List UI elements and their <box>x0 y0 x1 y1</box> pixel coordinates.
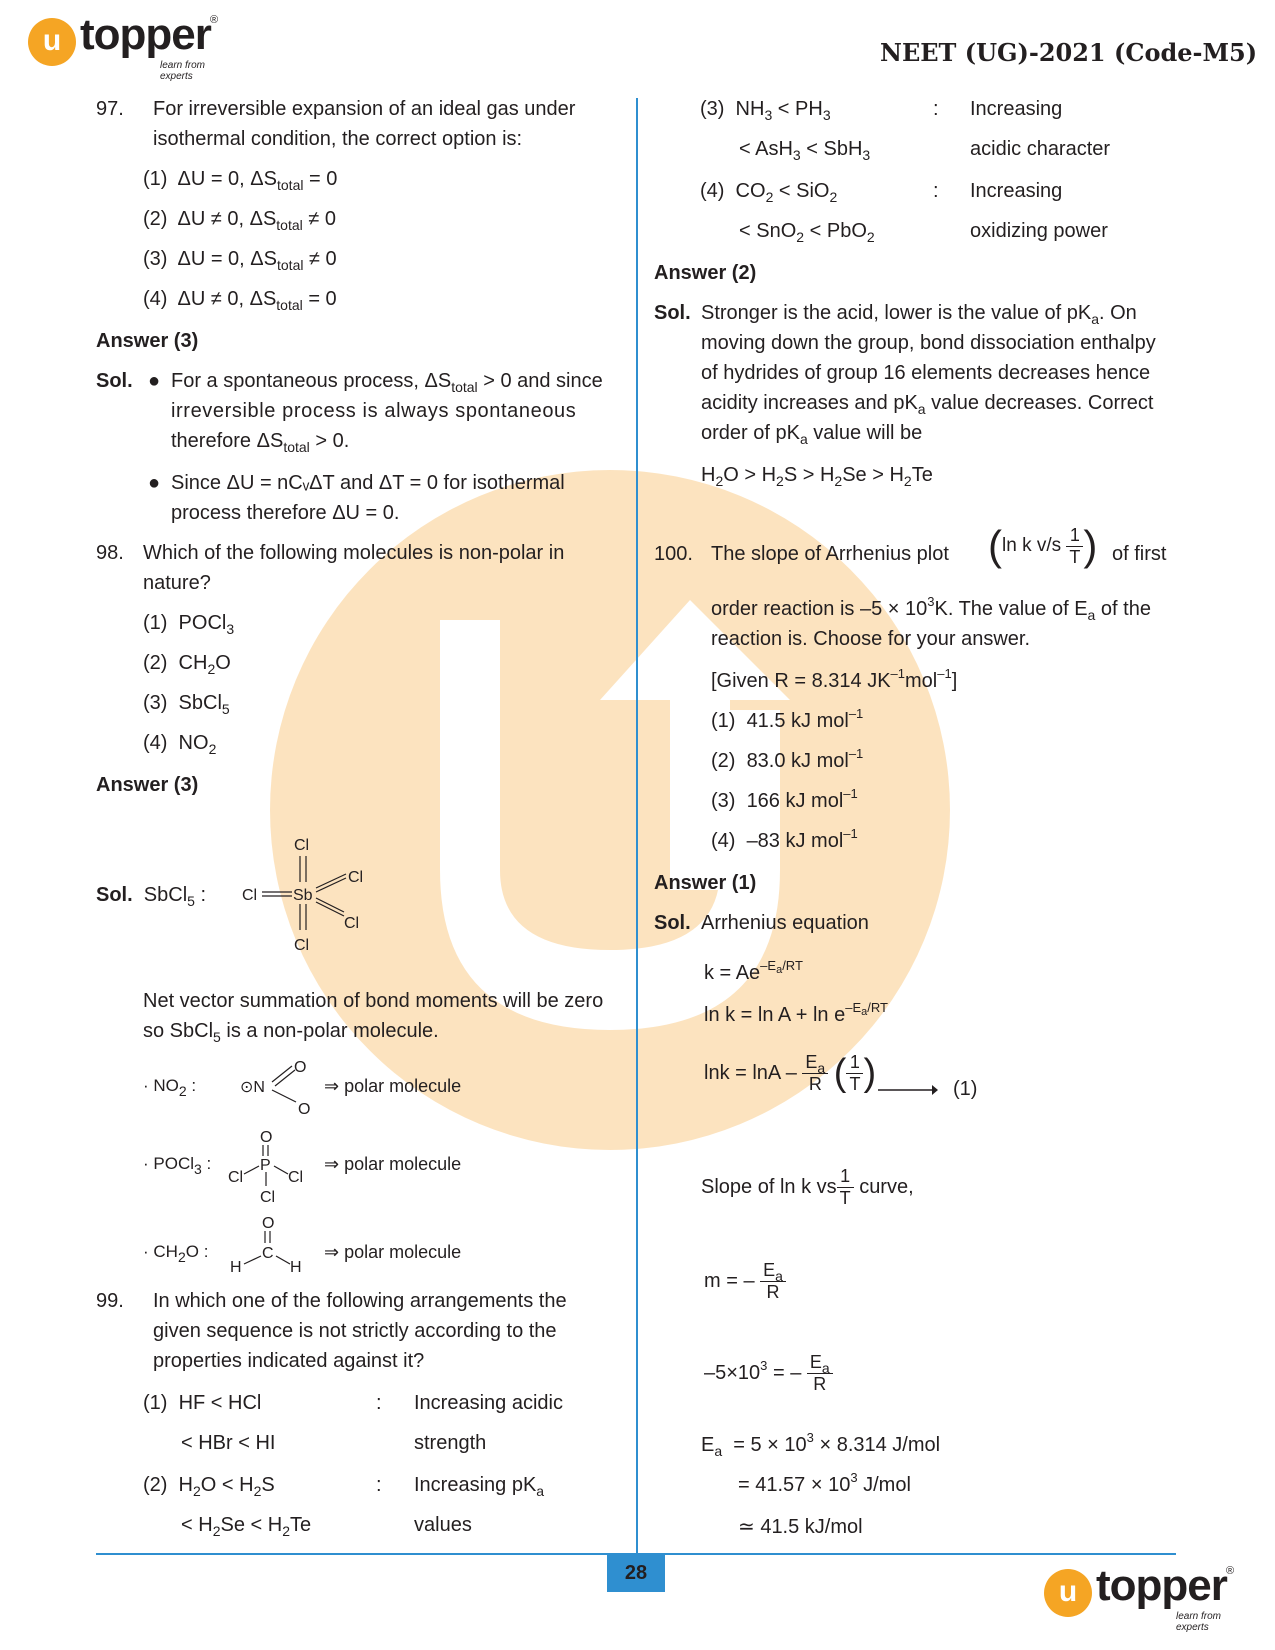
logo-tagline: learn from experts <box>160 60 206 82</box>
q97-option-1: (1) ΔU = 0, $\Delta S_{total} = 0$ <box>143 168 338 193</box>
no2-label: · $NO_2$ : <box>143 1076 197 1099</box>
q100-option-2: (2) 83.0 kJ mol$^{-1}$ <box>711 746 864 772</box>
q99-opt4-prop-b: oxidizing power <box>970 220 1108 242</box>
q100-answer: Answer (1) <box>654 872 757 894</box>
svg-text:H: H <box>230 1259 242 1276</box>
svg-text:Sb: Sb <box>293 887 313 904</box>
svg-text:Cl: Cl <box>344 915 360 932</box>
linear-eq: lnk = lnA – $\frac{E_a}{R}$ ( $\frac{1}{T}$ ) <box>704 1052 877 1094</box>
q99-opt1-prop-a: Increasing acidic <box>414 1392 563 1414</box>
q99-opt2-prop-b: values <box>414 1514 472 1536</box>
q97-sol-label: Sol. <box>96 370 133 392</box>
arrhenius-eq: $k = Ae^{-E_a/RT}$ <box>704 958 803 984</box>
svg-text:Cl: Cl <box>288 1169 304 1186</box>
q97-sol-b2-l1: Since ΔU = nCᵥΔT and ΔT = 0 for isothermal <box>171 472 565 494</box>
pocl3-structure <box>226 1126 316 1204</box>
q99-colon: : <box>933 180 939 202</box>
q97-sol-b1-l1: For a spontaneous process, $\Delta S_{total} > 0$ and since <box>171 370 603 395</box>
q99-opt4-prop-a: Increasing <box>970 180 1063 202</box>
svg-text:Cl: Cl <box>348 869 364 886</box>
q99-number: 99. <box>96 1290 124 1312</box>
topper-logo: u topper ® learn from experts <box>28 14 228 76</box>
svg-text:C: C <box>262 1245 274 1262</box>
q99-opt3-prop-a: Increasing <box>970 98 1063 120</box>
q100-option-3: (3) 166 kJ mol$^{-1}$ <box>711 786 858 812</box>
q99-sol-2: moving down the group, bond dissociation enthalpy <box>701 332 1156 354</box>
eq-ref: (1) <box>953 1078 978 1100</box>
bullet-icon: ● <box>148 370 161 392</box>
logo-tagline: learn from experts <box>1176 1611 1222 1633</box>
q99-opt3-a: (3) $NH_3 < PH_3$ <box>700 98 831 123</box>
q100-sol-title: Arrhenius equation <box>701 912 869 934</box>
q97-text-1: For irreversible expansion of an ideal gas under <box>153 98 576 120</box>
q99-opt3-b: < AsH$_3$ < SbH$_3$ <box>739 138 871 163</box>
logo-text: topper <box>1096 1561 1227 1610</box>
q100-number: 100. <box>654 543 693 565</box>
q97-sol-b1-l3: therefore $\Delta S_{total} > 0$. <box>171 430 350 455</box>
slope-eq: m = – $\frac{E_a}{R}$ <box>704 1260 786 1303</box>
q100-text-1a: The slope of Arrhenius plot <box>711 543 949 565</box>
q100-text-1b: of first <box>1112 543 1167 565</box>
q99-colon: : <box>376 1392 382 1414</box>
column-divider <box>636 98 638 1558</box>
q98-option-4: (4) $NO_2$ <box>143 732 217 757</box>
logo-text: topper <box>80 10 211 59</box>
no2-structure <box>240 1056 320 1118</box>
ln-eq: $\ln k = \ln A + \ln e^{-E_a/RT}$ <box>704 1000 888 1026</box>
pocl3-label: · POCl$_3$ : <box>143 1154 212 1177</box>
q99-opt1-a: (1) HF < HCl <box>143 1392 262 1414</box>
polar-label-pocl3: ⇒ polar molecule <box>324 1154 462 1174</box>
svg-text:Cl: Cl <box>260 1189 276 1204</box>
q99-text-2: given sequence is not strictly according to the <box>153 1320 557 1342</box>
q99-sol-1: Stronger is the acid, lower is the value of $pK_a$. On <box>701 302 1137 327</box>
q99-opt1-prop-b: strength <box>414 1432 487 1454</box>
q97-option-4: (4) ΔU ≠ 0, $\Delta S_{total} = 0$ <box>143 288 337 313</box>
q99-opt3-prop-b: acidic character <box>970 138 1111 160</box>
svg-text:O: O <box>294 1059 307 1076</box>
q98-option-2: (2) $CH_2O$ <box>143 652 231 677</box>
q99-sol-3: of hydrides of group 16 elements decreases hence <box>701 362 1151 384</box>
svg-text:H: H <box>290 1259 302 1276</box>
q98-option-1: (1) POCl$_3$ <box>143 612 235 637</box>
arrow-icon <box>878 1082 938 1098</box>
q99-colon: : <box>376 1474 382 1496</box>
q100-sol-label: Sol. <box>654 912 691 934</box>
slope-value-eq: $-5\times 10^3$ = – $\frac{E_a}{R}$ <box>704 1352 833 1395</box>
ea-calc-3: ≃ 41.5 kJ/mol <box>738 1516 863 1538</box>
q97-number: 97. <box>96 98 124 120</box>
q100-text-3: reaction is. Choose for your answer. <box>711 628 1031 650</box>
svg-text:Cl: Cl <box>228 1169 244 1186</box>
sbcl5-structure <box>238 832 378 954</box>
ch2o-label: · $CH_2O$ : <box>143 1242 209 1265</box>
q98-number: 98. <box>96 542 124 564</box>
q98-option-3: (3) SbCl$_5$ <box>143 692 230 717</box>
q98-sol-text-1: Net vector summation of bond moments will be zero <box>143 990 604 1012</box>
bullet-icon: ● <box>148 472 161 494</box>
svg-text:O: O <box>262 1215 275 1232</box>
q99-opt4-a: (4) $CO_2 < SiO_2$ <box>700 180 838 205</box>
q97-text-2: isothermal condition, the correct option is: <box>153 128 523 150</box>
q99-text-3: properties indicated against it? <box>153 1350 425 1372</box>
svg-text:O: O <box>298 1101 311 1118</box>
q98-sol-text-2: so SbCl$_5$ is a non-polar molecule. <box>143 1020 439 1045</box>
q99-opt1-b: < HBr < HI <box>181 1432 276 1454</box>
exam-title: NEET (UG)-2021 (Code-M5) <box>880 38 1258 67</box>
q98-text-2: nature? <box>143 572 211 594</box>
q98-answer: Answer (3) <box>96 774 199 796</box>
q99-colon: : <box>933 98 939 120</box>
q99-opt2-a: (2) $H_2O < H_2S$ <box>143 1474 275 1499</box>
q99-sol-label: Sol. <box>654 302 691 324</box>
q97-sol-b1-l2: irreversible process is always spontaneous <box>171 400 577 422</box>
ch2o-structure <box>228 1212 308 1278</box>
svg-text:Cl: Cl <box>294 937 310 954</box>
svg-text:P: P <box>260 1157 271 1174</box>
polar-label-ch2o: ⇒ polar molecule <box>324 1242 462 1262</box>
polar-label-no2: ⇒ polar molecule <box>324 1076 462 1096</box>
q99-text-1: In which one of the following arrangements the <box>153 1290 567 1312</box>
slope-text: Slope of ln k vs $\frac{1}{T}$ curve, <box>701 1166 914 1208</box>
q99-sol-4: acidity increases and $pK_a$ value decreases. Correct <box>701 392 1154 417</box>
q100-text-2: order reaction is $-5 \times 10^3K$. The value of $E_a$ of the <box>711 594 1151 623</box>
q99-opt4-b: < SnO$_2$ < PbO$_2$ <box>739 220 875 245</box>
svg-text:Cl: Cl <box>242 887 258 904</box>
ea-calc-2: = $41.57 \times 10^3$ J/mol <box>738 1470 911 1496</box>
q99-opt2-prop-a: Increasing $pK_a$ <box>414 1474 545 1499</box>
q98-sol-formula: Sol. SbCl$_5$ : <box>96 884 207 909</box>
q100-option-1: (1) 41.5 kJ mol$^{-1}$ <box>711 706 864 732</box>
page-number: 28 <box>607 1555 665 1592</box>
q99-sol-order: $H_2O > H_2S > H_2Se > H_2Te$ <box>701 464 933 489</box>
q100-given: [Given R = 8.314 $JK^{-1}mol^{-1}$] <box>711 666 958 692</box>
q99-opt2-b: < $H_2Se < H_2Te$ <box>181 1514 312 1539</box>
svg-text:⊙N: ⊙N <box>240 1079 265 1096</box>
svg-text:O: O <box>260 1129 273 1146</box>
q97-sol-b2-l2: process therefore ΔU = 0. <box>171 502 400 524</box>
q98-text-1: Which of the following molecules is non-polar in <box>143 542 565 564</box>
q99-sol-5: order of $pK_a$ value will be <box>701 422 923 447</box>
q97-answer: Answer (3) <box>96 330 199 352</box>
q100-option-4: (4) –83 kJ mol$^{-1}$ <box>711 826 858 852</box>
q97-option-2: (2) ΔU ≠ 0, $\Delta S_{total} \ne 0$ <box>143 208 336 233</box>
ea-calc-1: $E_a = 5 \times 10^3 \times 8.314$ J/mol <box>701 1430 941 1459</box>
q100-plot-expr: (ln k v/s $\frac{1}{T}$ ) <box>988 522 1098 569</box>
svg-text:Cl: Cl <box>294 837 310 854</box>
topper-logo: u topper ® learn from experts <box>1044 1565 1239 1627</box>
q99-answer: Answer (2) <box>654 262 757 284</box>
q97-option-3: (3) ΔU = 0, $\Delta S_{total} \ne 0$ <box>143 248 337 273</box>
